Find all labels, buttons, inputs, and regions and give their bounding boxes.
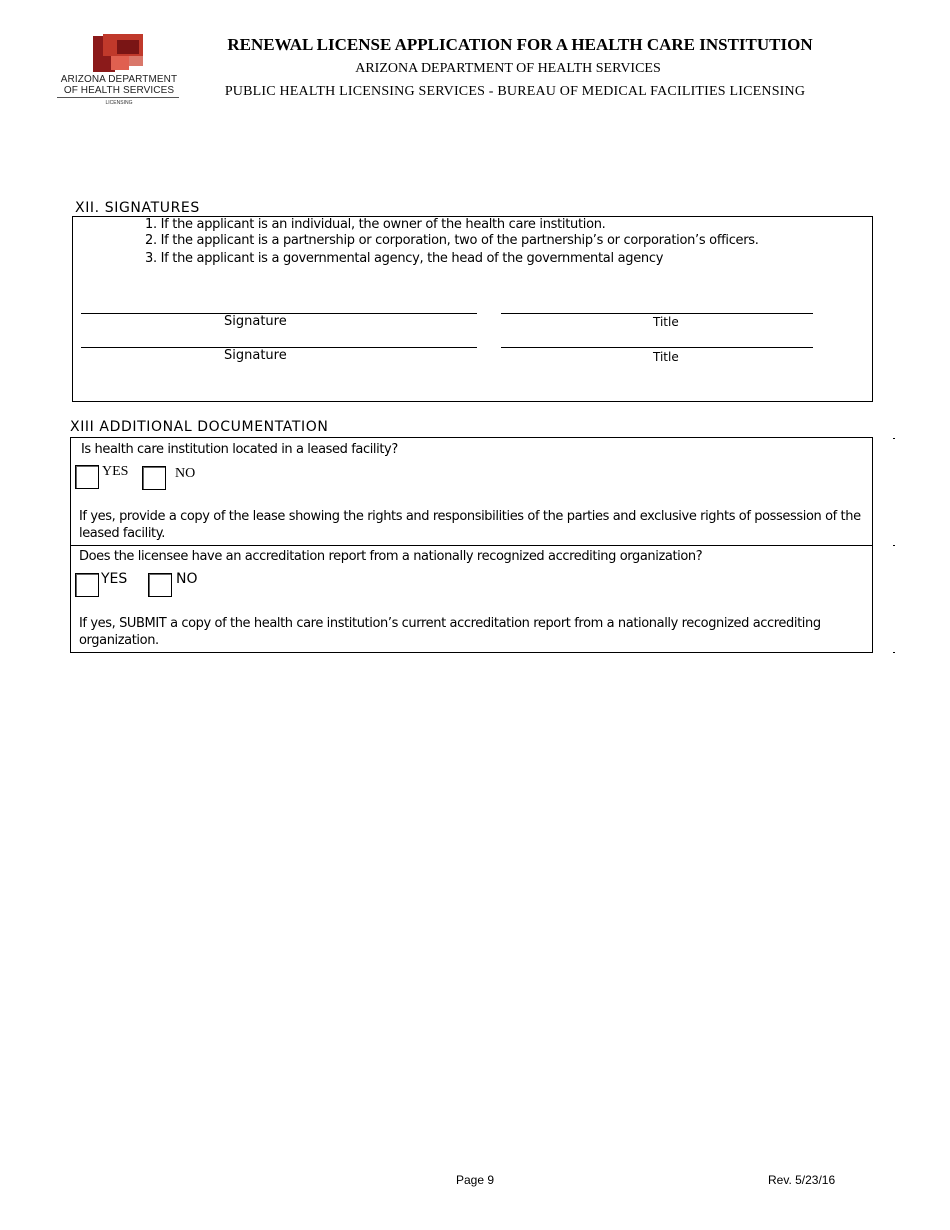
title-label-2: Title [653, 350, 679, 364]
lease-note: If yes, provide a copy of the lease showing the rights and responsibilities of the parties and exclusive rights of possession of the leased facility. [79, 509, 861, 541]
signatures-heading: XII. SIGNATURES [75, 200, 200, 216]
signature-instruction: 2. If the applicant is a partnership or corporation, two of the partnership’s or corporation’s officers. [145, 233, 759, 248]
lease-question: Is health care institution located in a leased facility? [81, 442, 398, 457]
revision-date: Rev. 5/23/16 [768, 1173, 836, 1187]
signature-instruction: 1. If the applicant is an individual, the owner of the health care institution. [145, 217, 606, 232]
lease-yes-checkbox[interactable] [75, 465, 99, 489]
adhs-logo [55, 34, 183, 110]
accreditation-question: Does the licensee have an accreditation report from a nationally recognized accrediting organization? [79, 549, 703, 564]
signature-instruction: 3. If the applicant is a governmental agency, the head of the governmental agency [145, 251, 664, 266]
signatures-box [72, 216, 873, 402]
lease-no-label: NO [175, 466, 196, 481]
logo-text-line3: LICENSING [105, 100, 133, 106]
signature-label-2: Signature [224, 348, 287, 363]
additional-documentation-heading: XIII ADDITIONAL DOCUMENTATION [70, 419, 329, 435]
bureau-name: PUBLIC HEALTH LICENSING SERVICES - BUREAU OF MEDICAL FACILITIES LICENSING [224, 84, 806, 99]
page-number: Page 9 [456, 1173, 495, 1187]
lease-yes-label: YES [102, 464, 129, 479]
logo-text-line2: OF HEALTH SERVICES [63, 85, 175, 96]
title-label-1: Title [653, 315, 679, 329]
edge-mark [893, 652, 895, 653]
department-name: ARIZONA DEPARTMENT OF HEALTH SERVICES [355, 61, 661, 76]
title-line-2[interactable] [501, 347, 813, 348]
edge-mark [893, 438, 895, 439]
lease-no-checkbox[interactable] [142, 466, 166, 490]
accreditation-note: If yes, SUBMIT a copy of the health care institution’s current accreditation report from a nationally recognized accrediting organization. [79, 616, 821, 648]
logo-divider [57, 97, 179, 98]
lease-question-box [70, 437, 873, 546]
adhs-logo-mark-icon [93, 34, 145, 74]
accreditation-question-box [70, 545, 873, 653]
title-line-1[interactable] [501, 313, 813, 314]
edge-mark [893, 545, 895, 546]
accreditation-no-checkbox[interactable] [148, 573, 172, 597]
accreditation-yes-label: YES [101, 571, 128, 587]
logo-text-line1: ARIZONA DEPARTMENT [60, 74, 178, 85]
accreditation-no-label: NO [176, 571, 198, 587]
form-title: RENEWAL LICENSE APPLICATION FOR A HEALTH CARE INSTITUTION [227, 35, 813, 54]
accreditation-yes-checkbox[interactable] [75, 573, 99, 597]
signature-label-1: Signature [224, 314, 287, 329]
